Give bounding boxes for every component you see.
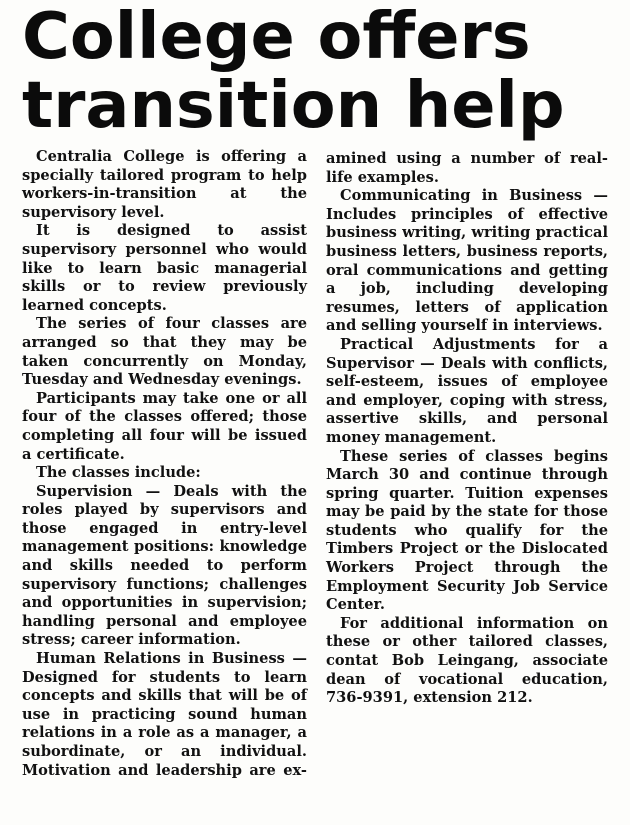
left-column [22,148,307,780]
human-relations-text: — Designed for students to learn concepts and skills that will be of use in practicing sound human relations in a role as a manager, a subordinate, or an individual. Motivation and leadership are ex- [22,650,307,779]
communicating-heading: Communicating in Business [340,187,583,205]
paragraph-continuation: amined using a number of real-life examples. [326,150,608,186]
supervision-text: — Deals with the roles played by supervisors and those engaged in entry-level management positions: knowledge and skills needed to perform supervisory functions; challenges and opportunities in supervision; handling personal and employee stress; career information. [22,482,307,649]
paragraph-contact: For additional information on these or other tailored classes, contat Bob Leingang, associate dean of vocational education, 736-9391, extension 212. [326,614,608,707]
human-relations-heading: Human Relations in Business [36,650,285,668]
headline-line-1: College offers [22,0,531,74]
practical-heading: Practical Adjustments for a Supervisor [326,335,608,372]
supervision-heading: Supervision [36,482,133,500]
paragraph-human-relations [22,650,307,780]
paragraph-communicating [326,187,608,336]
headline-line-2: transition help [22,69,565,143]
paragraph-series: These series of classes begins March 30 and continue through spring quarter. Tuition expenses may be paid by the state for those students who qualify for the Timbers Project or the Dislocated Workers Project through the Employment Security Job Service Center. [326,447,608,614]
right-column [326,150,608,708]
paragraph-classes-include: The classes include: [36,464,201,482]
paragraph-purpose: It is designed to assist supervisory personnel who would like to learn basic managerial skills or to review previously learned concepts. [22,222,307,314]
paragraph-certificate: Participants may take one or all four of the classes offered; those completing all four will be issued a certificate. [22,389,307,463]
communicating-text: — Includes principles of effective business writing, writing practical business letters, business reports, oral communications and getting a job, including developing resumes, letters of application and selling yourself in interviews. [326,187,608,335]
paragraph-intro: Centralia College is offering a specially tailored program to help workers-in-transition at the supervisory level. [22,148,307,221]
paragraph-practical [326,336,608,448]
practical-text: — Deals with conflicts, self-esteem, issues of employee and employer, coping with stress, assertive skills, and personal money management. [326,354,608,446]
paragraph-schedule: The series of four classes are arranged so that they may be taken concurrently on Monday, Tuesday and Wednesday evenings. [22,315,307,389]
paragraph-supervision [22,483,307,650]
